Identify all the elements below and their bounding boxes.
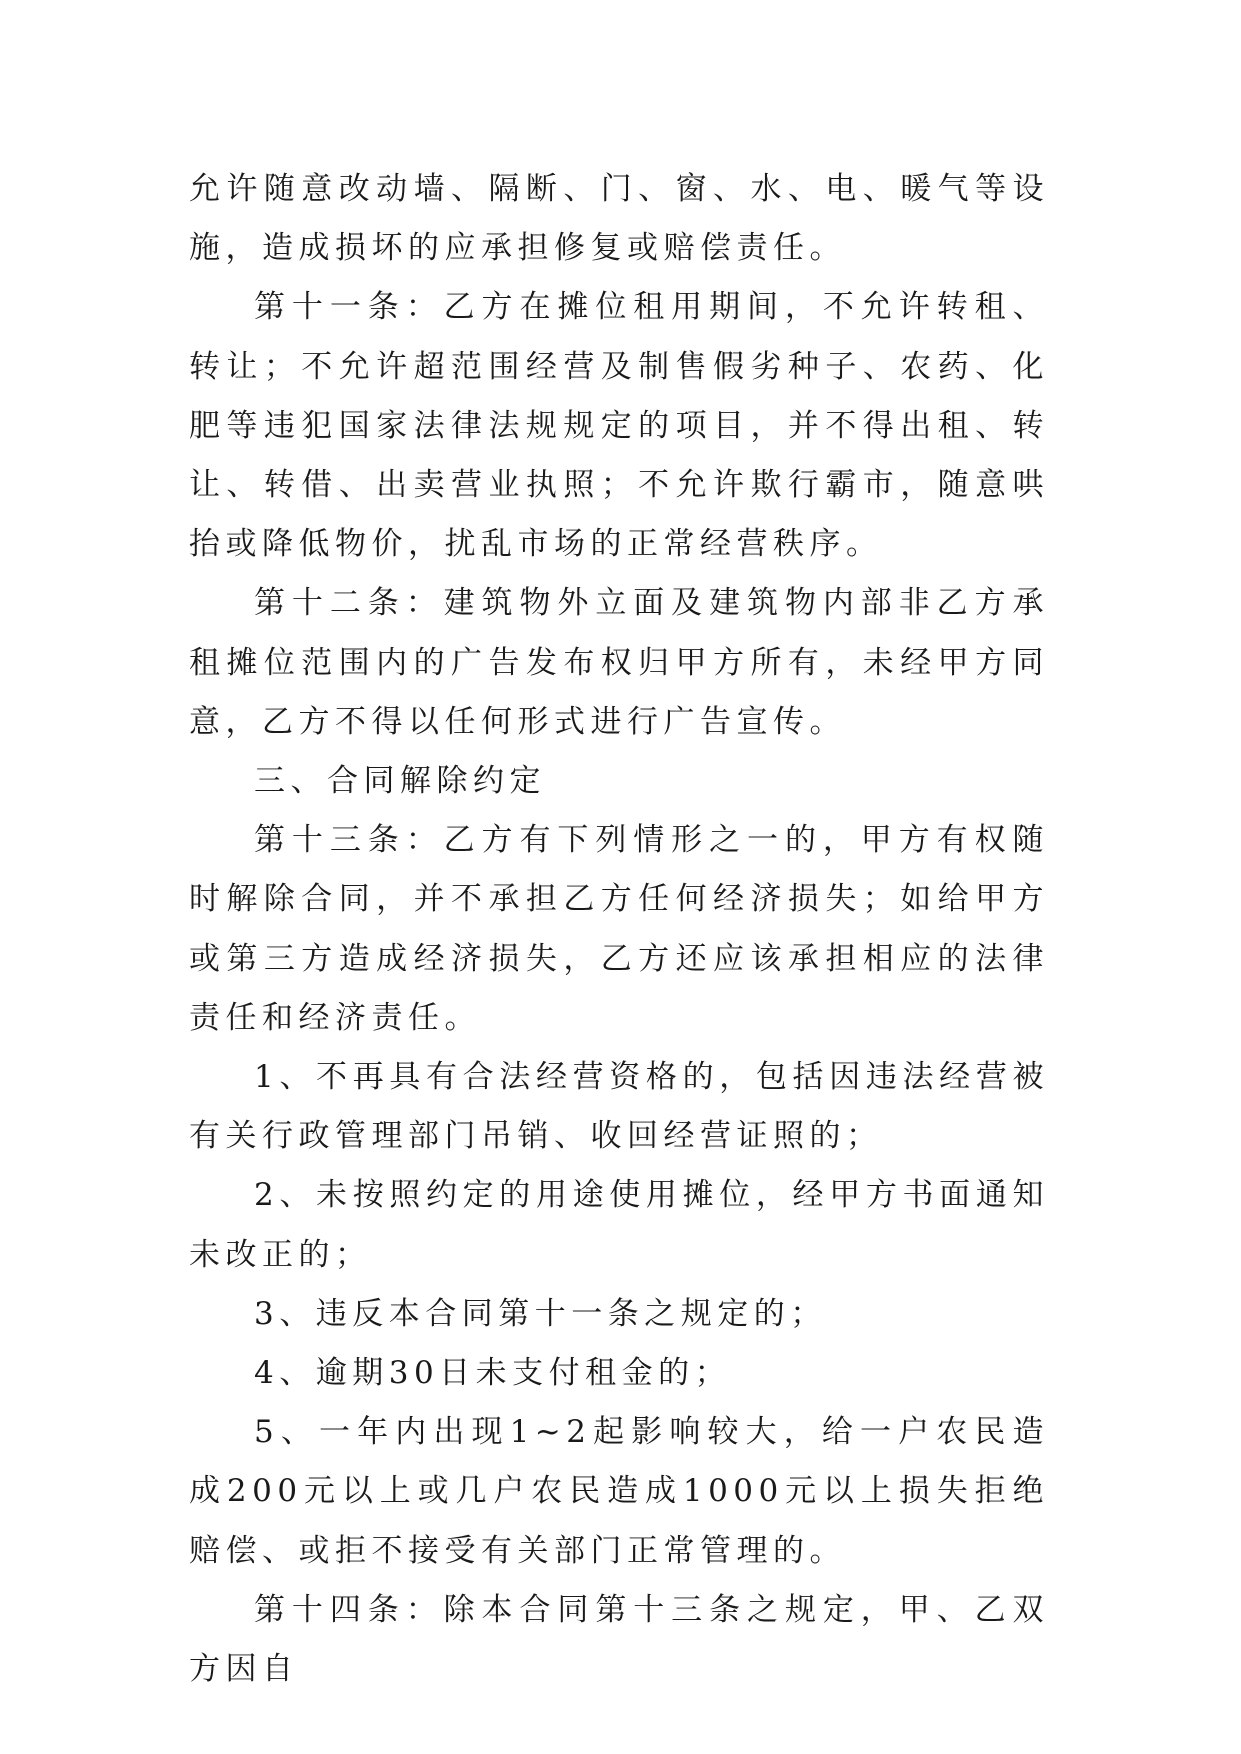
list-item-2: 2、未按照约定的用途使用摊位，经甲方书面通知未改正的； [189, 1177, 1049, 1273]
list-item-5: 5、一年内出现1~2起影响较大，给一户农民造成200元以上或几户农民造成1000元以上损失拒绝赔偿、或拒不接受有关部门正常管理的。 [189, 1414, 1049, 1569]
paragraph-article-11: 第十一条：乙方在摊位租用期间，不允许转租、转让；不允许超范围经营及制售假劣种子、农药、化肥等违犯国家法律法规规定的项目，并不得出租、转让、转借、出卖营业执照；不允许欺行霸市，随意哄抬或降低物价，扰乱市场的正常经营秩序。 [189, 289, 1049, 563]
list-item-1: 1、不再具有合法经营资格的，包括因违法经营被有关行政管理部门吊销、收回经营证照的； [189, 1059, 1049, 1155]
paragraph-continuation: 允许随意改动墙、隔断、门、窗、水、电、暖气等设施，造成损坏的应承担修复或赔偿责任。 [189, 171, 1049, 267]
paragraph-article-13: 第十三条：乙方有下列情形之一的，甲方有权随时解除合同，并不承担乙方任何经济损失；如给甲方或第三方造成经济损失，乙方还应该承担相应的法律责任和经济责任。 [189, 822, 1049, 1036]
list-item-4: 4、逾期30日未支付租金的； [254, 1355, 732, 1392]
paragraph-article-14: 第十四条：除本合同第十三条之规定，甲、乙双方因自 [189, 1591, 1049, 1688]
section-heading-termination: 三、合同解除约定 [254, 763, 546, 800]
paragraph-article-12: 第十二条：建筑物外立面及建筑物内部非乙方承租摊位范围内的广告发布权归甲方所有，未经甲方同意，乙方不得以任何形式进行广告宣传。 [189, 585, 1049, 740]
document-body [189, 160, 1049, 1699]
list-item-3: 3、违反本合同第十一条之规定的； [254, 1295, 827, 1332]
